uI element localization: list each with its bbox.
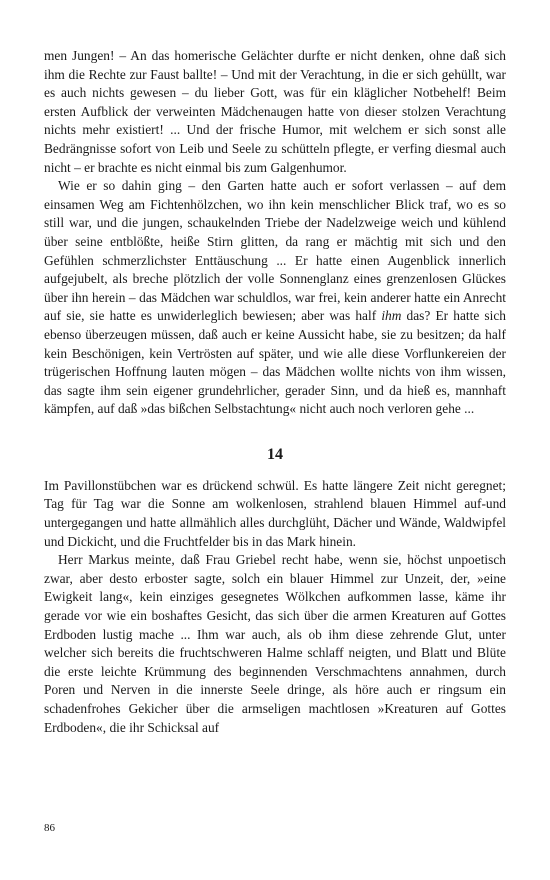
paragraph-2-text-b: das? Er hatte sich ebenso überzeugen müssen, daß auch er keine Aussicht habe, sie zu besitzen; da half kein Beschönigen, kein Vertrösten auf später, und wie alle diese Vorflunkereien der trügerischen Hoffnung lauten mögen – das Mädchen wollte nichts von ihm wissen, das sagte ihm sein eigener grundehrlicher, gerader Sinn, und da hieß es, mannhaft kämpfen, auf daß »das bißchen Selbstachtung« nicht auch noch verloren gehe ... xyxy=(44,308,506,417)
page-number: 86 xyxy=(44,822,55,834)
chapter-heading: 14 xyxy=(267,445,283,463)
paragraph-2-text-a: Wie er so dahin ging – den Garten hatte auch er sofort verlassen – auf dem einsamen Weg am Fichtenhölzchen, wo ihn kein menschlicher Blick traf, wo es so still war, und die jungen, schaukelnden Triebe der Nadelzweige weich und kühlend über seine entblößte, heiße Stirn glitten, da rang er mächtig mit sich und den Gefühlen schmerzlichster Enttäuschung ... Er hatte einen Augenblick innerlich aufgejubelt, als breche plötzlich der volle Sonnenglanz eines grenzenlosen Glückes über ihn herein – das Mädchen war schuldlos, war frei, kein anderer hatte ein Anrecht auf sie, sie hatte es unwiderleglich bewiesen; aber was half xyxy=(44,178,506,324)
paragraph-2 xyxy=(44,177,506,419)
book-page xyxy=(44,47,506,737)
emphasis-word: ihm xyxy=(381,308,402,324)
paragraph-3: Im Pavillonstübchen war es drückend schwül. Es hatte längere Zeit nicht geregnet; Tag für Tag war die Sonne am wolkenlosen, strahlend blauen Himmel auf-und untergegangen und hatte allmählich alles durchglüht, Dächer und Wände, Waldwipfel und Dickicht, und die Fruchtfelder bis in das Mark hinein. xyxy=(44,477,506,549)
paragraph-1: men Jungen! – An das homerische Gelächter durfte er nicht denken, ohne daß sich ihm die Rechte zur Faust ballte! – Und mit der Verachtung, in die er sich gehüllt, war es auch nichts gewesen – du lieber Gott, was für ein kläglicher Notbehelf! Beim ersten Aufblick der verweinten Mädchenaugen hatte von dieser stolzen Verachtung nichts mehr existiert! ... Und der frische Humor, mit welchem er sich sonst alle Bedrängnisse sofort von Leib und Seele zu schütteln pflegte, er verfing diesmal auch nicht – er brachte es nicht einmal bis zum Galgenhumor. xyxy=(44,48,506,175)
paragraph-4: Herr Markus meinte, daß Frau Griebel recht habe, wenn sie, höchst unpoetisch zwar, aber desto erboster sagte, solch ein blauer Himmel zur Unzeit, der, »eine Ewigkeit lang«, kein einziges gesegnetes Wölkchen aufkommen lasse, käme ihr gerade vor wie ein boshaftes Gesicht, das sich über die armen Kreaturen auf Gottes Erdboden lustig mache ... Ihm war auch, als ob ihm diese zehrende Glut, unter welcher sich bereits die fruchtschweren Halme schlaff neigten, und Blatt und Blüte die erste leichte Krümmung des beginnenden Verschmachtens annahmen, durch Poren und Nerven in die innerste Seele dringe, als höre auch er ringsum ein schadenfrohes Gekicher über die armseligen machtlosen »Kreaturen auf Gottes Erdboden«, die ihr Schicksal auf xyxy=(44,552,506,735)
